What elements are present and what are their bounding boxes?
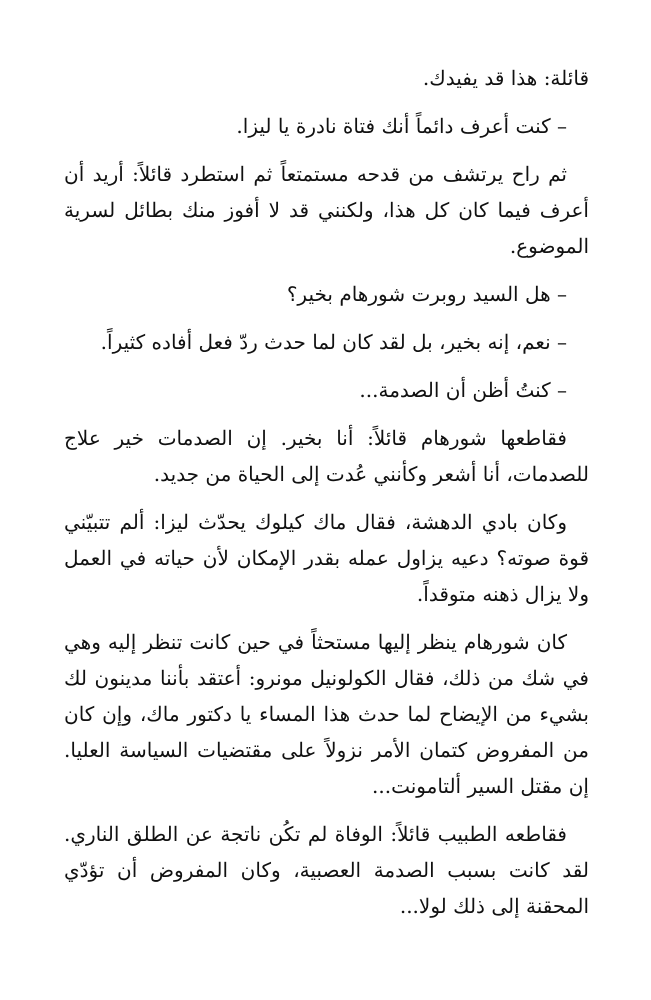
paragraph-3: ثم راح يرتشف من قدحه مستمتعاً ثم استطرد قائلاً: أريد أن أعرف فيما كان كل هذا، ولكنني قد لا أفوز منك بطائل لسرية الموضوع. bbox=[64, 162, 589, 258]
paragraph-8: وكان بادي الدهشة، فقال ماك كيلوك يحدّث ليزا: ألم تتبيّني قوة صوته؟ دعيه يزاول عمله بقدر الإمكان لأن حياته في العمل ولا يزال ذهنه متوقداً. bbox=[64, 510, 589, 606]
paragraph-10: فقاطعه الطبيب قائلاً: الوفاة لم تكُن ناتجة عن الطلق الناري. لقد كانت بسبب الصدمة العصبية، وكان المفروض أن تؤدّي المحقنة إلى ذلك لولا... bbox=[64, 822, 589, 918]
paragraph-1: قائلة: هذا قد يفيدك. bbox=[422, 66, 589, 90]
paragraph-4-dialogue: – هل السيد روبرت شورهام بخير؟ bbox=[286, 282, 567, 306]
paragraph-9: كان شورهام ينظر إليها مستحثاً في حين كانت تنظر إليه وهي في شك من ذلك، فقال الكولونيل مونرو: أعتقد بأننا مدينون لك بشيء من الإيضاح لما حدث هذا المساء يا دكتور ماك، وإن كان من المفروض كتمان الأمر نزولاً على مقتضيات السياسة العليا. إن مقتل السير ألتامونت... bbox=[64, 630, 589, 798]
paragraph-7: فقاطعها شورهام قائلاً: أنا بخير. إن الصدمات خير علاج للصدمات، أنا أشعر وكأنني عُدت إلى الحياة من جديد. bbox=[64, 426, 589, 486]
paragraph-6-dialogue: – كنتُ أظن أن الصدمة... bbox=[359, 378, 567, 402]
paragraph-2-dialogue: – كنت أعرف دائماً أنك فتاة نادرة يا ليزا. bbox=[236, 114, 567, 138]
paragraph-5-dialogue: – نعم، إنه بخير، بل لقد كان لما حدث ردّ فعل أفاده كثيراً. bbox=[100, 330, 567, 354]
